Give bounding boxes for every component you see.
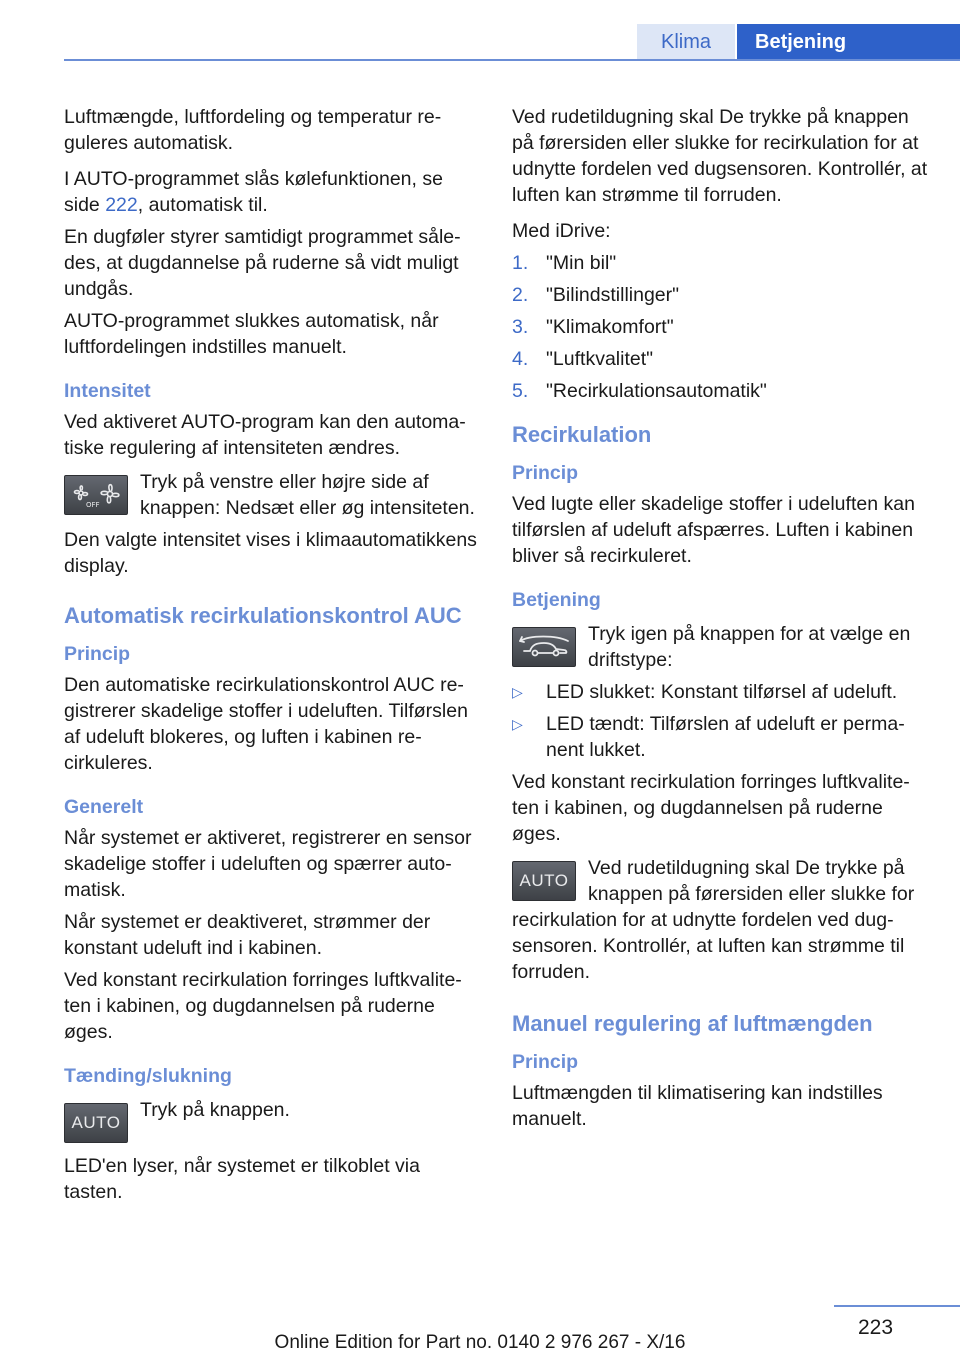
list-item: 5. "Recirkulationsautomatik" — [512, 380, 767, 402]
paragraph: Den automatiske recirkulationskontrol AUC registrerer skadelige stoffer i udeluften. Tilførslen af udeluft blokeres, og luften i kabinen recirkuleres. — [64, 674, 468, 774]
auto-button-row — [64, 1097, 478, 1205]
list-item: 3. "Klimakomfort" — [512, 316, 674, 338]
paragraph: Ved konstant recirkulation forringes luftkvaliteten i kabinen, og dugdannelsen på ruderne øges. — [64, 969, 462, 1043]
heading-princip: Princip — [512, 462, 579, 484]
paragraph: Ved rudetildugning skal De trykke på knappen på førersiden eller slukke for recirkulation for at udnytte fordelen ved dugsensoren. Kontrollér, at luften kan strømme til forruden. — [512, 106, 928, 206]
heading-generelt: Generelt — [64, 796, 144, 818]
paragraph: Når systemet er aktiveret, registrerer en sensor skadelige stoffer i udeluften og spærrer automatisk. — [64, 827, 472, 901]
svg-text:OFF: OFF — [86, 501, 100, 509]
fan-button-row — [64, 469, 478, 521]
heading-princip: Princip — [512, 1051, 579, 1073]
paragraph: I AUTO-programmet slås kølefunktionen, se side 222, automatisk til. — [64, 168, 443, 216]
paragraph: En dugføler styrer samtidigt programmet således, at dugdannelse på ruderne så vidt muligt undgås. — [64, 226, 461, 300]
paragraph: Luftmængden til klimatisering kan indstilles manuelt. — [512, 1082, 883, 1130]
triangle-bullet-icon: ▷ — [512, 716, 523, 732]
list-item: 2. "Bilindstillinger" — [512, 284, 680, 306]
led-state-list — [512, 679, 928, 763]
heading-betjening: Betjening — [512, 589, 601, 611]
paragraph: Ved lugte eller skadelige stoffer i udeluften kan tilførslen af udeluft afspærres. Luften i kabinen bliver så recirkuleret. — [512, 493, 915, 567]
page-link-222[interactable]: 222 — [105, 194, 138, 216]
footer-rule — [834, 1305, 960, 1307]
heading-princip: Princip — [64, 643, 131, 665]
paragraph: Luftmængde, luftfordeling og temperatur reguleres automatisk. — [64, 106, 442, 154]
paragraph: Tryk på venstre eller højre side af knappen: Nedsæt eller øg intensiteten. — [140, 471, 475, 519]
page-number: 223 — [858, 1316, 894, 1339]
recirculation-button-row — [512, 621, 928, 673]
left-column — [64, 104, 478, 1211]
right-column — [512, 104, 928, 1138]
heading-auc: Automatisk recirkulationskontrol AUC — [64, 603, 462, 628]
footer-edition: Online Edition for Part no. 0140 2 976 267 - X/16 — [274, 1332, 686, 1353]
paragraph: Ved rudetildugning skal De trykke på knappen på førersiden eller slukke for recirkulation for at udnytte fordelen ved dugsensoren. Kontrollér, at luften kan strømme til forruden. — [512, 857, 915, 983]
auto-button-icon: AUTO — [512, 861, 576, 901]
heading-recirkulation: Recirkulation — [512, 422, 652, 447]
heading-manuel-regulering: Manuel regulering af luftmængden — [512, 1011, 873, 1036]
list-item: 4. "Luftkvalitet" — [512, 348, 654, 370]
recirculation-button-icon — [512, 627, 576, 667]
list-item: ▷ LED tændt: Tilførslen af udeluft er permanent lukket. — [512, 713, 905, 761]
fan-intensity-button-icon — [64, 475, 128, 515]
heading-taending-slukning: Tænding/slukning — [64, 1065, 232, 1087]
list-item: 1. "Min bil" — [512, 252, 617, 274]
auto-button-icon: AUTO — [64, 1103, 128, 1143]
paragraph: Tryk på knappen. — [140, 1099, 290, 1121]
paragraph: LED'en lyser, når systemet er tilkoblet via tasten. — [64, 1155, 420, 1203]
paragraph: AUTO-programmet slukkes automatisk, når luftfordelingen indstilles manuelt. — [64, 310, 439, 358]
header-rule — [64, 59, 960, 61]
header-tab-betjening: Betjening — [737, 24, 960, 60]
header-tab-klima: Klima — [637, 24, 735, 60]
auto-button-row — [512, 855, 928, 985]
paragraph: Tryk igen på knappen for at vælge en driftstype: — [588, 623, 911, 671]
idrive-steps-list — [512, 250, 928, 404]
triangle-bullet-icon: ▷ — [512, 684, 523, 700]
paragraph: Den valgte intensitet vises i klimaautomatikkens display. — [64, 529, 477, 577]
list-item: ▷ LED slukket: Konstant tilførsel af udeluft. — [512, 681, 898, 703]
paragraph: Når systemet er deaktiveret, strømmer der konstant udeluft ind i kabinen. — [64, 911, 431, 959]
paragraph: Ved konstant recirkulation forringes luftkvaliteten i kabinen, og dugdannelsen på ruderne øges. — [512, 771, 910, 845]
paragraph: Med iDrive: — [512, 220, 611, 242]
paragraph: Ved aktiveret AUTO-program kan den automatiske regulering af intensiteten ændres. — [64, 411, 466, 459]
heading-intensitet: Intensitet — [64, 380, 151, 402]
